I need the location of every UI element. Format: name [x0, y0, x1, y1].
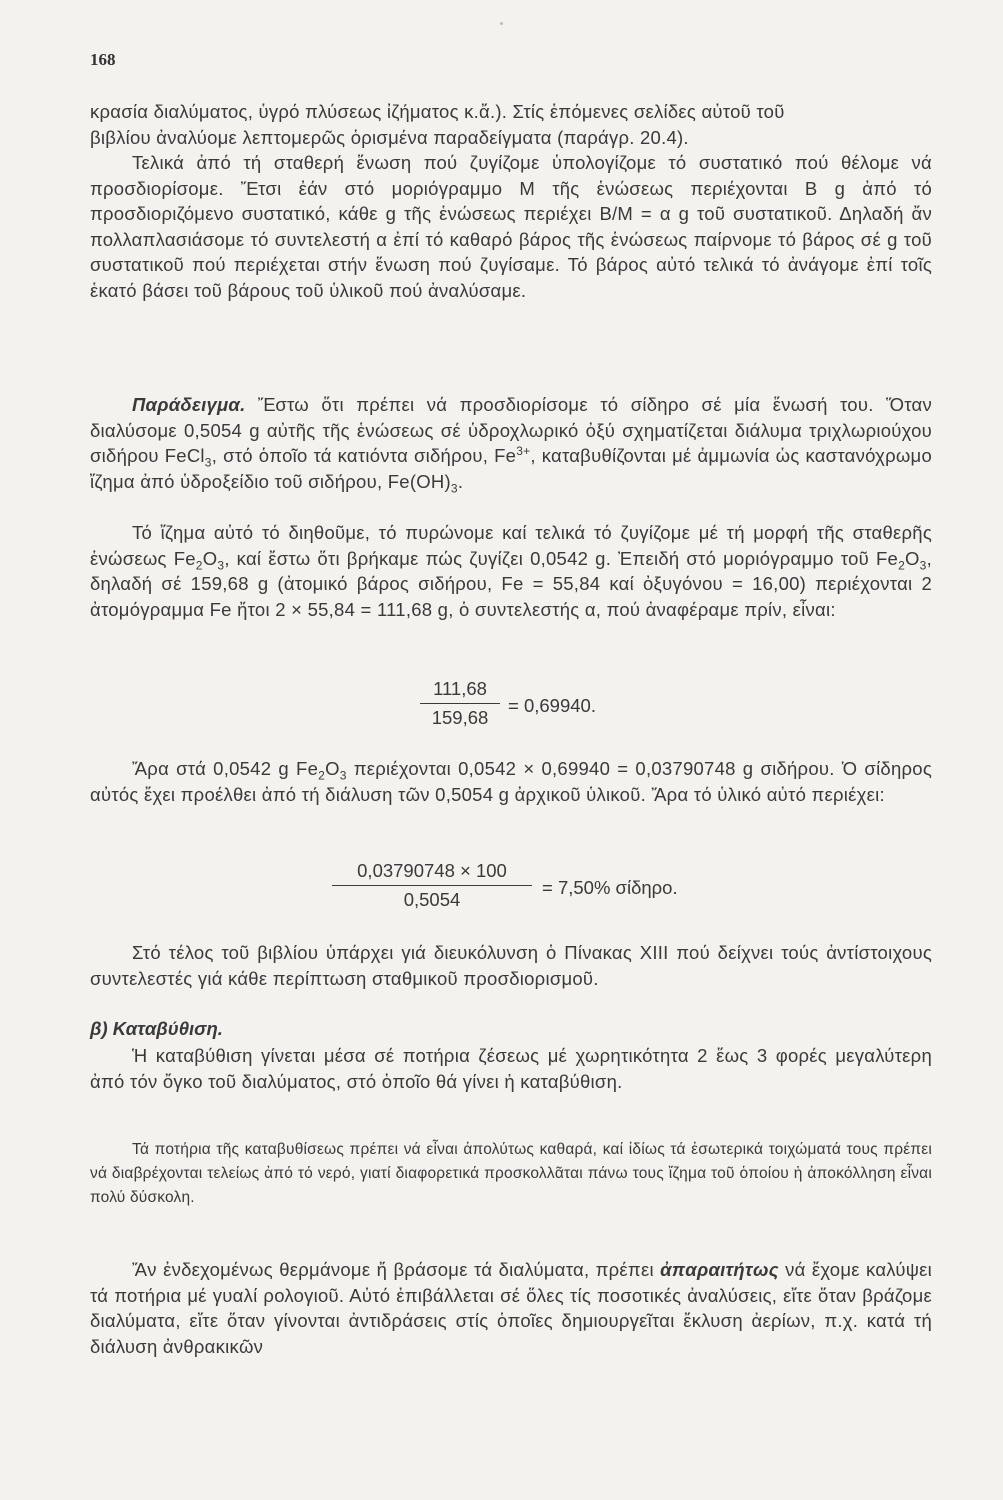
text: Τό ἴζημα αὐτό τό διηθοῦμε, τό πυρώνομε καί τελικά τό ζυγίζομε μέ τή μορφή τῆς σταθερῆς ἑνώσεως Fe — [90, 522, 932, 569]
paragraph-table-reference: Στό τέλος τοῦ βιβλίου ὑπάρχει γιά διευκόλυνση ὁ Πίνακας XIII πού δείχνει τούς ἀντίστοιχους συντελεστές γιά κάθε περίπτωση σταθμικοῦ προσδιορισμοῦ. — [90, 942, 932, 989]
example-text: , καταβυθίζονται μέ ἀμμωνία ὡς καστανόχρωμο ἴζημα ἀπό ὑδροξείδιο τοῦ σιδήρου, Fe(OH) — [90, 445, 932, 492]
subscript: 3 — [204, 455, 212, 470]
emphasis: ἀπαραιτήτως — [660, 1259, 779, 1280]
subscript: 3 — [339, 768, 347, 783]
note-small-print: Τά ποτήρια τῆς καταβυθίσεως πρέπει νά εἶναι ἀπολύτως καθαρά, καί ἰδίως τά ἐσωτερικά τοιχώματά τους πρέπει νά διαβρέχονται τελείως ἀπό τό νερό, γιατί διαφορετικά προσκολλᾶται πάνω τους ἴζημα τοῦ ὁποίου ἡ ἀποκόλληση εἶναι πολύ δύσκολη. — [90, 1141, 932, 1206]
subscript: 3 — [450, 481, 458, 496]
section-heading: β) Καταβύθιση. — [90, 1018, 223, 1039]
fraction-2 — [332, 860, 532, 911]
scan-speck — [500, 22, 503, 25]
subscript: 3 — [217, 558, 225, 573]
text: περιέχονται 0,0542 × 0,69940 = 0,03790748 g σιδήρου. Ὁ σίδηρος αὐτός ἔχει προέλθει ἀπό τή διάλυση τῶν 0,5054 g ἀρχικοῦ ὑλικοῦ. Ἄρα τό ὑλικό αὐτό περιέχει: — [90, 758, 932, 805]
text: O — [202, 547, 218, 569]
subscript: 2 — [195, 558, 203, 573]
example-text: , στό ὁποῖο τά κατιόντα σιδήρου, Fe — [211, 445, 517, 466]
superscript: 3+ — [516, 443, 531, 458]
text: νά ἔχομε καλύψει τά ποτήρια μέ γυαλί ρολογιοῦ. Αὐτό ἐπιβάλλεται σέ ὅλες τίς ποσοτικές ἀναλύσεις, εἴτε ὅταν βράζομε διαλύματα, εἴτε ὅταν γίνονται ἀντιδράσεις στίς ὁποῖες δημιουργεῖται ἔκλυση ἀερίων, π.χ. κατά τή διάλυση ἀνθρακικῶν — [90, 1259, 932, 1357]
page-number: 168 — [90, 50, 116, 69]
paragraph-example — [90, 392, 932, 494]
example-text: . — [457, 470, 464, 492]
fraction-bar — [420, 703, 500, 704]
text: , καί ἔστω ὅτι βρήκαμε πώς ζυγίζει 0,0542 g. Ἐπειδή στό μοριόγραμμο τοῦ Fe — [224, 547, 899, 569]
paragraph-heating — [90, 1257, 932, 1359]
subscript: 3 — [919, 558, 927, 573]
subscript: 2 — [318, 768, 326, 783]
fraction-1 — [420, 678, 500, 729]
denominator: 0,5054 — [403, 889, 461, 910]
text-line: βιβλίου ἀναλύομε λεπτομερῶς ὁρισμένα παραδείγματα (παράγρ. 20.4). — [90, 126, 689, 148]
text-line: κρασία διαλύματος, ὑγρό πλύσεως ἰζήματος κ.ἄ.). Στίς ἑπόμενες σελίδες αὐτοῦ τοῦ — [90, 101, 785, 122]
text: O — [325, 758, 340, 779]
numerator: 111,68 — [433, 678, 487, 699]
fraction-bar — [332, 885, 532, 886]
text: O — [905, 547, 920, 569]
paragraph-precipitate — [90, 520, 932, 622]
example-text: Ἔστω ὅτι πρέπει νά προσδιορίσομε τό σίδηρο σέ μία ἕνωσή του. Ὅταν διαλύσομε 0,5054 g αὐτῆς τῆς ἑνώσεως σέ ὑδροχλωρικό ὀξύ σχηματίζεται διάλυμα τριχλωριούχου σιδήρου FeCl — [90, 394, 932, 466]
numerator: 0,03790748 × 100 — [357, 860, 507, 881]
subscript: 2 — [898, 558, 906, 573]
fraction-2-result: = 7,50% σίδηρο. — [542, 877, 678, 898]
example-label: Παράδειγμα. — [132, 394, 246, 415]
text: , δηλαδή σέ 159,68 g (ἀτομικό βάρος σιδήρου, Fe = 55,84 καί ὀξυγόνου = 16,00) περιέχονται 2 ἀτομόγραμμα Fe ἤτοι 2 × 55,84 = 111,68 g, ὁ συντελεστής α, πού ἀναφέραμε πρίν, εἶναι: — [90, 547, 932, 620]
text: Ἄρα στά 0,0542 g Fe — [132, 758, 319, 779]
fraction-1-result: = 0,69940. — [508, 695, 596, 716]
denominator: 159,68 — [431, 707, 489, 728]
paragraph-continuation — [90, 99, 932, 150]
text: Ἄν ἐνδεχομένως θερμάνομε ἤ βράσομε τά διαλύματα, πρέπει — [132, 1259, 661, 1280]
paragraph-precipitation: Ἡ καταβύθιση γίνεται μέσα σέ ποτήρια ζέσεως μέ χωρητικότητα 2 ἕως 3 φορές μεγαλύτερη ἀπό τόν ὄγκο τοῦ διαλύματος, στό ὁποῖο θά γίνει ἡ καταβύθιση. — [90, 1045, 932, 1092]
paragraph-result — [90, 756, 932, 807]
paragraph-coefficient: Τελικά ἀπό τή σταθερή ἕνωση πού ζυγίζομε ὑπολογίζομε τό συστατικό πού θέλομε νά προσδιορίσομε. Ἔτσι ἐάν στό μοριόγραμμο Μ τῆς ἑνώσεως περιέχονται Β g ἀπό τό προσδιοριζόμενο συστατικό, κάθε g τῆς ἑνώσεως περιέχει Β/Μ = α g τοῦ συστατικοῦ. Δηλαδή ἄν πολλαπλασιάσομε τό συντελεστή α ἐπί τό καθαρό βάρος τῆς ἑνώσεως παίρνομε τό βάρος σέ g τοῦ συστατικοῦ πού περιέχεται στήν ἕνωση πού ζυγίσαμε. Τό βάρος αὐτό τελικά τό ἀνάγομε ἐπί τοῖς ἑκατό βάσει τοῦ βάρους τοῦ ὑλικοῦ πού ἀναλύσαμε. — [90, 152, 932, 301]
